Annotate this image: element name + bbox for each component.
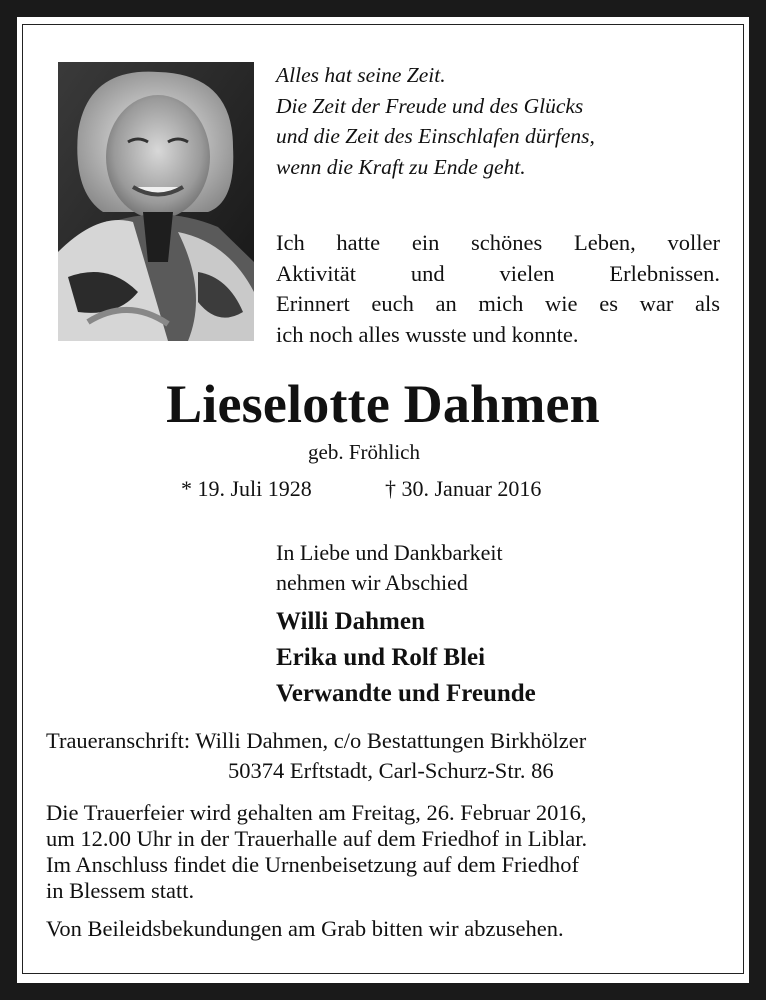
personal-message [276, 228, 720, 350]
death-date: † 30. Januar 2016 [385, 476, 542, 501]
farewell-line: In Liebe und Dankbarkeit [276, 540, 503, 565]
quote-line: wenn die Kraft zu Ende geht. [276, 154, 526, 179]
farewell-text [276, 538, 503, 598]
mourner-name: Erika und Rolf Blei [276, 644, 486, 671]
condolence-note: Von Beileidsbekundungen am Grab bitten wir abzusehen. [46, 916, 564, 941]
mourner-name: Willi Dahmen [276, 608, 425, 635]
quote-line: Alles hat seine Zeit. [276, 63, 446, 87]
message-line: Erinnert euch an mich wie es war als [276, 291, 720, 316]
ceremony-line: in Blessem statt. [46, 878, 195, 903]
ceremony-line: um 12.00 Uhr in der Trauerhalle auf dem Friedhof in Liblar. [46, 826, 588, 851]
mourning-address-line2: 50374 Erftstadt, Carl-Schurz-Str. 86 [228, 758, 554, 783]
mourners-list [276, 604, 536, 712]
quote-line: und die Zeit des Einschlafen dürfens, [276, 124, 595, 148]
ceremony-info [46, 800, 718, 904]
message-line: Aktivität und vielen Erlebnissen. [276, 260, 720, 286]
message-line: Ich hatte ein schönes Leben, voller [276, 230, 720, 255]
mourner-name: Verwandte und Freunde [276, 680, 536, 707]
mourning-address: Traueranschrift: Willi Dahmen, c/o Bestattungen Birkhölzer [46, 728, 587, 753]
birth-name: geb. Fröhlich [308, 440, 420, 464]
quote-line: Die Zeit der Freude und des Glücks [276, 93, 584, 118]
ceremony-line: Die Trauerfeier wird gehalten am Freitag, 26. Februar 2016, [46, 800, 587, 825]
ceremony-line: Im Anschluss findet die Urnenbeisetzung auf dem Friedhof [46, 852, 580, 877]
birth-date: * 19. Juli 1928 [181, 476, 312, 501]
deceased-name: Lieselotte Dahmen [166, 374, 600, 434]
farewell-line: nehmen wir Abschied [276, 570, 468, 595]
portrait-photo [58, 62, 254, 341]
message-line: ich noch alles wusste und konnte. [276, 321, 579, 347]
quote-block [276, 60, 716, 182]
